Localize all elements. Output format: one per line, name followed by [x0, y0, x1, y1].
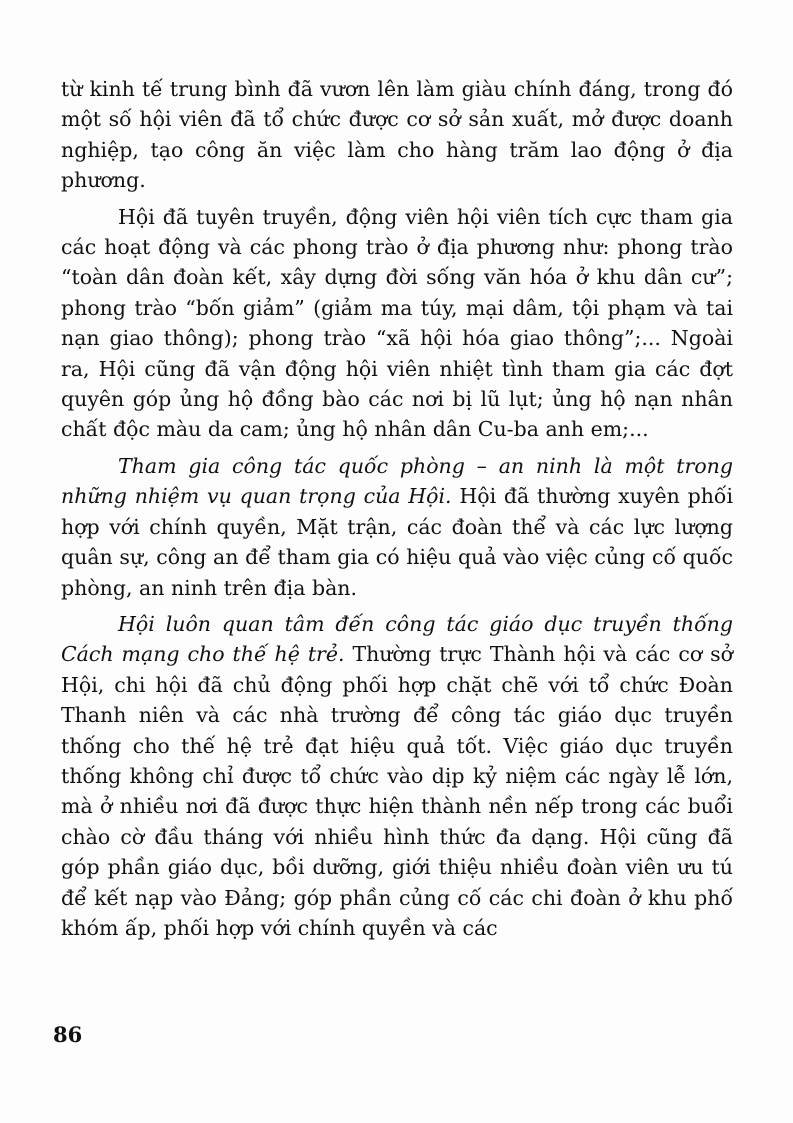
paragraph-3: [61, 451, 733, 603]
paragraph-4: [61, 609, 733, 943]
page-number: 86: [53, 1022, 83, 1047]
paragraph-2-text: Hội đã tuyên truyền, động viên hội viên tích cực tham gia các hoạt động và các phong trào ở địa phương như: phong trào “toàn dân đoàn kết, xây dựng đời sống văn hóa ở khu dân cư”; phong trào “bốn giảm” (giảm ma túy, mại dâm, tội phạm và tai nạn giao thông); phong trào “xã hội hóa giao thông”;... Ngoài ra, Hội cũng đã vận động hội viên nhiệt tình tham gia các đợt quyên góp ủng hộ đồng bào các nơi bị lũ lụt; ủng hộ nạn nhân chất độc màu da cam; ủng hộ nhân dân Cu-ba anh em;...: [61, 204, 733, 442]
paragraph-1-text: từ kinh tế trung bình đã vươn lên làm giàu chính đáng, trong đó một số hội viên đã tổ chức được cơ sở sản xuất, mở được doanh nghiệp, tạo công ăn việc làm cho hàng trăm lao động ở địa phương.: [61, 77, 733, 193]
paragraph-1: [61, 74, 733, 196]
paragraph-2: [61, 202, 733, 445]
paragraph-3-text: Hội đã thường xuyên phối hợp với chính quyền, Mặt trận, các đoàn thể và các lực lượng quân sự, công an để tham gia có hiệu quả vào việc củng cố quốc phòng, an ninh trên địa bàn.: [61, 484, 733, 600]
body-text: [61, 74, 733, 943]
paragraph-4-italic-lead: Hội luôn quan tâm đến công tác giáo dục truyền thống Cách mạng cho thế hệ trẻ.: [61, 611, 733, 667]
paragraph-3-italic-lead: Tham gia công tác quốc phòng – an ninh là một trong những nhiệm vụ quan trọng của Hội.: [61, 453, 733, 509]
paragraph-4-text: Thường trực Thành hội và các cơ sở Hội, chi hội đã chủ động phối hợp chặt chẽ với tổ chức Đoàn Thanh niên và các nhà trường để công tác giáo dục truyền thống cho thế hệ trẻ đạt hiệu quả tốt. Việc giáo dục truyền thống không chỉ được tổ chức vào dịp kỷ niệm các ngày lễ lớn, mà ở nhiều nơi đã được thực hiện thành nền nếp trong các buổi chào cờ đầu tháng với nhiều hình thức đa dạng. Hội cũng đã góp phần giáo dục, bồi dưỡng, giới thiệu nhiều đoàn viên ưu tú để kết nạp vào Đảng; góp phần củng cố các chi đoàn ở khu phố khóm ấp, phối hợp với chính quyền và các: [61, 642, 733, 940]
